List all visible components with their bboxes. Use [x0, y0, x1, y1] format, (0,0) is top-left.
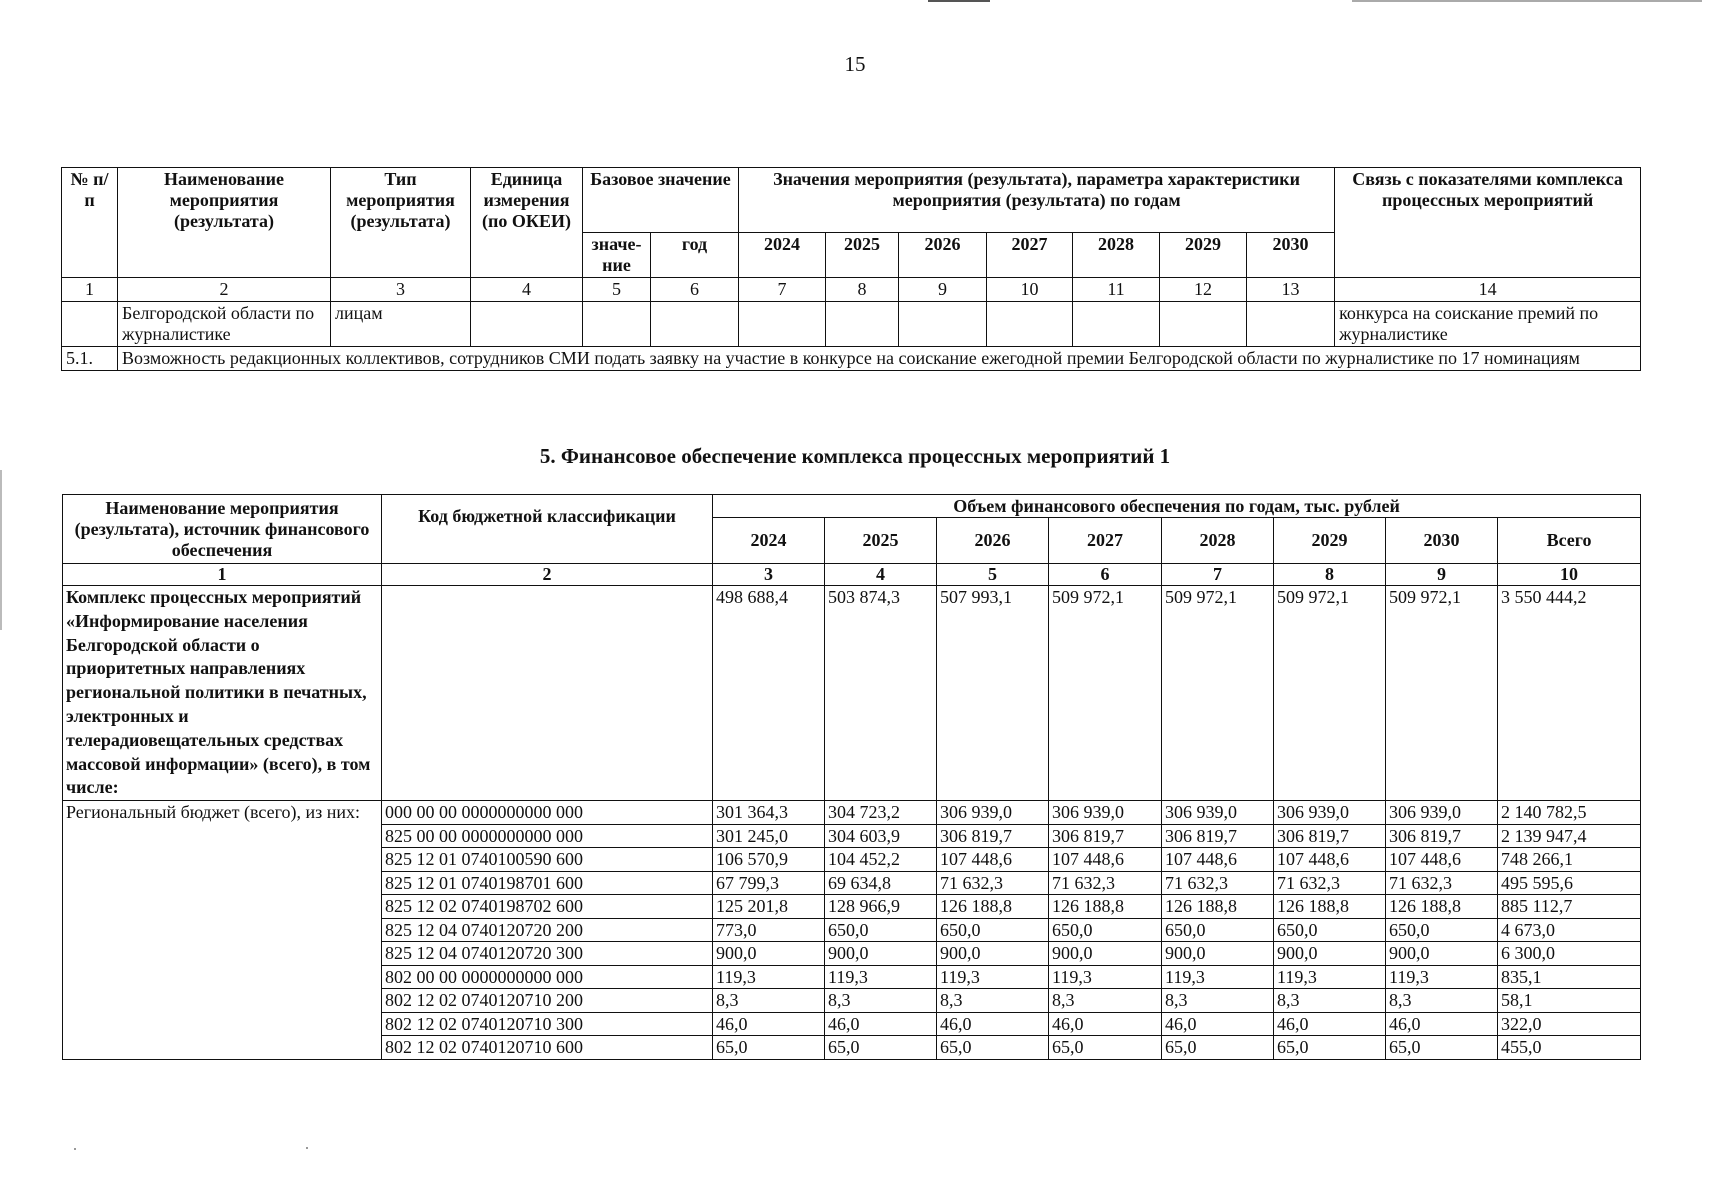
cell-value: 8,3 [1049, 989, 1162, 1013]
cell-value: 2 140 782,5 [1498, 801, 1641, 825]
cell-value: 495 595,6 [1498, 871, 1641, 895]
cell-value: 306 819,7 [1386, 824, 1498, 848]
section-title: 5. Финансовое обеспечение комплекса процессных мероприятий 1 [539, 444, 1171, 468]
cell-code: 802 00 00 0000000000 000 [382, 965, 713, 989]
cell-value: 650,0 [937, 918, 1049, 942]
col-header-year: 2029 [1274, 518, 1386, 564]
cell-value: 119,3 [1049, 965, 1162, 989]
cell-value: 65,0 [825, 1036, 937, 1060]
cell-value: 306 819,7 [1162, 824, 1274, 848]
col-header-year: 2030 [1386, 518, 1498, 564]
cell-value: 306 819,7 [1049, 824, 1162, 848]
cell-value: 71 632,3 [1162, 871, 1274, 895]
cell-value: 3 550 444,2 [1498, 586, 1641, 801]
cell-value: 8,3 [825, 989, 937, 1013]
cell-value: 306 939,0 [1274, 801, 1386, 825]
col-header-total: Всего [1498, 518, 1641, 564]
cell-value: 301 245,0 [713, 824, 825, 848]
cell-value: 306 939,0 [1386, 801, 1498, 825]
cell-value: 107 448,6 [1162, 848, 1274, 872]
col-number: 7 [1162, 564, 1274, 586]
col-number: 10 [987, 278, 1073, 302]
cell-code: 802 12 02 0740120710 200 [382, 989, 713, 1013]
col-number: 4 [471, 278, 583, 302]
cell-value: 306 819,7 [937, 824, 1049, 848]
page-number: 15 [844, 52, 866, 76]
header-row [62, 168, 1641, 233]
col-header-type: Тип мероприятия (результата) [331, 168, 471, 278]
cell-code: 825 12 04 0740120720 300 [382, 942, 713, 966]
cell-value: 8,3 [713, 989, 825, 1013]
col-header-year: 2024 [739, 233, 826, 278]
col-header-year: 2027 [1049, 518, 1162, 564]
col-header-num: № п/п [62, 168, 118, 278]
cell-value: 455,0 [1498, 1036, 1641, 1060]
col-number: 12 [1160, 278, 1247, 302]
col-header-name: Наименование мероприятия (результата), источник финансового обеспечения [63, 495, 382, 564]
cell-value: 748 266,1 [1498, 848, 1641, 872]
col-number: 3 [331, 278, 471, 302]
cell-empty [899, 302, 987, 347]
cell-value: 119,3 [713, 965, 825, 989]
col-header-year: 2026 [899, 233, 987, 278]
cell-value: 126 188,8 [1162, 895, 1274, 919]
cell-num: 5.1. [62, 347, 118, 371]
cell-value: 650,0 [1162, 918, 1274, 942]
scan-speck [74, 1148, 76, 1150]
cell-empty [826, 302, 899, 347]
cell-value: 900,0 [825, 942, 937, 966]
cell-value: 900,0 [1049, 942, 1162, 966]
col-number: 6 [651, 278, 739, 302]
cell-empty [382, 586, 713, 801]
cell-value: 65,0 [713, 1036, 825, 1060]
col-header-year: 2028 [1073, 233, 1160, 278]
cell-value: 126 188,8 [1274, 895, 1386, 919]
cell-value: 46,0 [1386, 1012, 1498, 1036]
cell-value: 119,3 [1274, 965, 1386, 989]
cell-value: 106 570,9 [713, 848, 825, 872]
col-number: 14 [1335, 278, 1641, 302]
cell-value: 126 188,8 [1386, 895, 1498, 919]
col-header-year: 2029 [1160, 233, 1247, 278]
cell-empty [1073, 302, 1160, 347]
cell-value: 650,0 [1274, 918, 1386, 942]
column-number-row [63, 564, 1641, 586]
cell-code: 000 00 00 0000000000 000 [382, 801, 713, 825]
cell-value: 8,3 [937, 989, 1049, 1013]
col-header-base-year: год [651, 233, 739, 278]
col-header-link: Связь с показателями комплекса процессных мероприятий [1335, 168, 1641, 278]
cell-code: 825 12 02 0740198702 600 [382, 895, 713, 919]
cell-value: 306 939,0 [1049, 801, 1162, 825]
cell-value: 509 972,1 [1162, 586, 1274, 801]
cell-value: 69 634,8 [825, 871, 937, 895]
cell-code: 825 00 00 0000000000 000 [382, 824, 713, 848]
col-number: 9 [899, 278, 987, 302]
scan-edge [0, 470, 2, 630]
col-number: 10 [1498, 564, 1641, 586]
cell-type: лицам [331, 302, 471, 347]
cell-value: 65,0 [1386, 1036, 1498, 1060]
cell-value: 104 452,2 [825, 848, 937, 872]
cell-value: 650,0 [1386, 918, 1498, 942]
cell-value: 107 448,6 [1049, 848, 1162, 872]
col-number: 11 [1073, 278, 1160, 302]
header-row [63, 495, 1641, 518]
cell-value: 58,1 [1498, 989, 1641, 1013]
cell-value: 509 972,1 [1386, 586, 1498, 801]
cell-empty [1247, 302, 1335, 347]
cell-value: 301 364,3 [713, 801, 825, 825]
cell-value: 46,0 [937, 1012, 1049, 1036]
cell-value: 65,0 [1162, 1036, 1274, 1060]
cell-value: 65,0 [1049, 1036, 1162, 1060]
cell-name: Белгородской области по журналистике [118, 302, 331, 347]
col-header-year: 2026 [937, 518, 1049, 564]
scan-artifact [1352, 0, 1702, 2]
cell-value: 126 188,8 [937, 895, 1049, 919]
cell-code: 802 12 02 0740120710 600 [382, 1036, 713, 1060]
cell-value: 306 819,7 [1274, 824, 1386, 848]
cell-value: 125 201,8 [713, 895, 825, 919]
col-header-unit: Единица измерения (по ОКЕИ) [471, 168, 583, 278]
cell-empty [739, 302, 826, 347]
cell-value: 71 632,3 [1049, 871, 1162, 895]
cell-value: 900,0 [1386, 942, 1498, 966]
cell-value: 67 799,3 [713, 871, 825, 895]
cell-value: 71 632,3 [1386, 871, 1498, 895]
cell-value: 304 723,2 [825, 801, 937, 825]
cell-value: 835,1 [1498, 965, 1641, 989]
cell-empty [62, 302, 118, 347]
col-number: 13 [1247, 278, 1335, 302]
col-header-year: 2030 [1247, 233, 1335, 278]
col-number: 7 [739, 278, 826, 302]
cell-value: 119,3 [937, 965, 1049, 989]
cell-value: 71 632,3 [937, 871, 1049, 895]
cell-value: 322,0 [1498, 1012, 1641, 1036]
cell-value: 885 112,7 [1498, 895, 1641, 919]
cell-value: 8,3 [1162, 989, 1274, 1013]
col-header-name: Наименование мероприятия (результата) [118, 168, 331, 278]
table-row [63, 801, 1641, 825]
cell-value: 2 139 947,4 [1498, 824, 1641, 848]
cell-empty [651, 302, 739, 347]
cell-code: 825 12 01 0740198701 600 [382, 871, 713, 895]
cell-value: 650,0 [1049, 918, 1162, 942]
cell-value: 8,3 [1274, 989, 1386, 1013]
cell-value: 46,0 [1162, 1012, 1274, 1036]
col-number: 1 [63, 564, 382, 586]
column-number-row [62, 278, 1641, 302]
cell-value: 8,3 [1386, 989, 1498, 1013]
cell-value: 306 939,0 [1162, 801, 1274, 825]
cell-value: 306 939,0 [937, 801, 1049, 825]
cell-value: 107 448,6 [1274, 848, 1386, 872]
col-number: 2 [382, 564, 713, 586]
col-number: 8 [1274, 564, 1386, 586]
cell-value: 46,0 [825, 1012, 937, 1036]
col-number: 9 [1386, 564, 1498, 586]
cell-value: 900,0 [1274, 942, 1386, 966]
col-number: 6 [1049, 564, 1162, 586]
results-table [61, 167, 1641, 371]
cell-value: 509 972,1 [1049, 586, 1162, 801]
cell-value: 650,0 [825, 918, 937, 942]
scan-artifact [928, 0, 990, 2]
cell-empty [471, 302, 583, 347]
cell-value: 119,3 [1162, 965, 1274, 989]
col-number: 1 [62, 278, 118, 302]
cell-value: 128 966,9 [825, 895, 937, 919]
cell-value: 71 632,3 [1274, 871, 1386, 895]
col-number: 3 [713, 564, 825, 586]
cell-value: 6 300,0 [1498, 942, 1641, 966]
cell-link: конкурса на соискание премий по журналистике [1335, 302, 1641, 347]
cell-value: 46,0 [1049, 1012, 1162, 1036]
cell-description: Возможность редакционных коллективов, сотрудников СМИ подать заявку на участие в конкурсе на соискание ежегодной премии Белгородской области по журналистике по 17 номинациям [118, 347, 1641, 371]
cell-value: 119,3 [1386, 965, 1498, 989]
cell-empty [987, 302, 1073, 347]
cell-value: 107 448,6 [937, 848, 1049, 872]
col-header-base: Базовое значение [583, 168, 739, 233]
cell-value: 900,0 [713, 942, 825, 966]
col-header-volume: Объем финансового обеспечения по годам, тыс. рублей [713, 495, 1641, 518]
cell-value: 773,0 [713, 918, 825, 942]
cell-value: 4 673,0 [1498, 918, 1641, 942]
cell-value: 46,0 [713, 1012, 825, 1036]
cell-value: 65,0 [1274, 1036, 1386, 1060]
cell-value: 46,0 [1274, 1012, 1386, 1036]
financing-table [62, 494, 1641, 1060]
cell-value: 509 972,1 [1274, 586, 1386, 801]
table-row-complex [63, 586, 1641, 801]
col-header-year: 2028 [1162, 518, 1274, 564]
cell-value: 900,0 [1162, 942, 1274, 966]
col-header-year: 2025 [825, 518, 937, 564]
cell-value: 119,3 [825, 965, 937, 989]
cell-value: 126 188,8 [1049, 895, 1162, 919]
col-header-year: 2024 [713, 518, 825, 564]
cell-complex-name: Комплекс процессных мероприятий «Информирование населения Белгородской области о приоритетных направлениях региональной политики в печатных, электронных и телерадиовещательных средствах массовой информации» (всего), в том числе: [63, 586, 382, 801]
col-number: 2 [118, 278, 331, 302]
col-header-code: Код бюджетной классификации [382, 495, 713, 564]
cell-value: 900,0 [937, 942, 1049, 966]
col-header-year: 2027 [987, 233, 1073, 278]
cell-code: 802 12 02 0740120710 300 [382, 1012, 713, 1036]
col-number: 5 [937, 564, 1049, 586]
cell-empty [583, 302, 651, 347]
cell-value: 503 874,3 [825, 586, 937, 801]
col-number: 4 [825, 564, 937, 586]
cell-value: 304 603,9 [825, 824, 937, 848]
col-header-base-value: значе-ние [583, 233, 651, 278]
cell-value: 507 993,1 [937, 586, 1049, 801]
col-header-values: Значения мероприятия (результата), параметра характеристики мероприятия (результата) по годам [739, 168, 1335, 233]
col-number: 5 [583, 278, 651, 302]
cell-value: 498 688,4 [713, 586, 825, 801]
cell-regional-label: Региональный бюджет (всего), из них: [63, 801, 382, 1060]
scan-speck [306, 1147, 308, 1149]
table-row [62, 302, 1641, 347]
cell-empty [1160, 302, 1247, 347]
cell-code: 825 12 01 0740100590 600 [382, 848, 713, 872]
table-row [62, 347, 1641, 371]
cell-value: 107 448,6 [1386, 848, 1498, 872]
col-header-year: 2025 [826, 233, 899, 278]
cell-code: 825 12 04 0740120720 200 [382, 918, 713, 942]
col-number: 8 [826, 278, 899, 302]
cell-value: 65,0 [937, 1036, 1049, 1060]
